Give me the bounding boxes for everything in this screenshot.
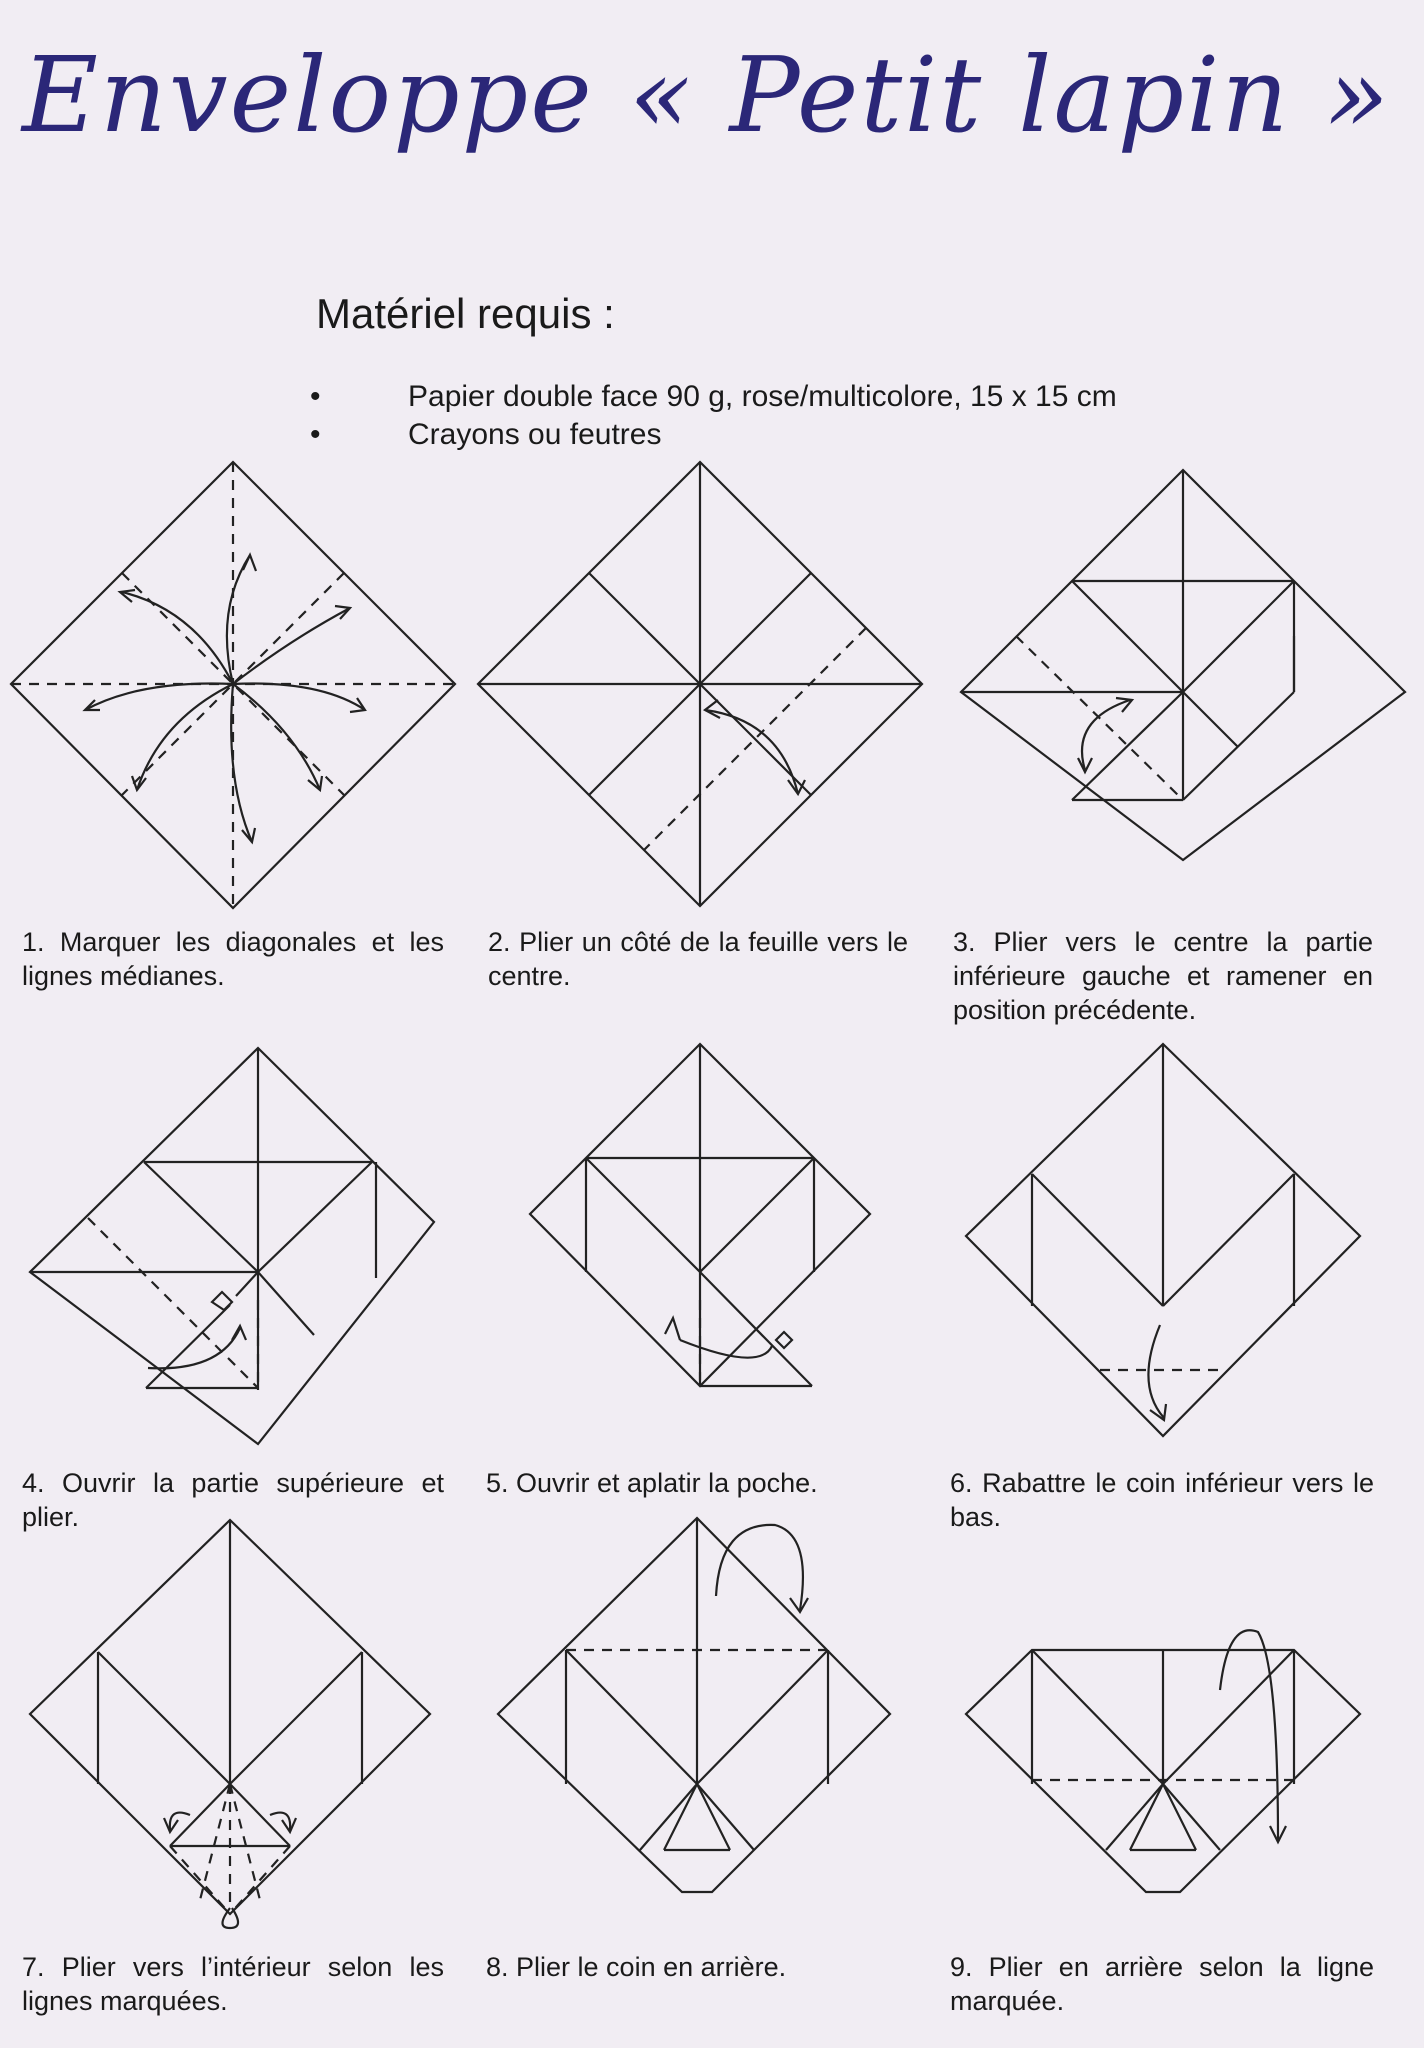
bullet-icon: • [310,418,321,451]
step-6-caption: 6. Rabattre le coin inférieur vers le bas. [950,1468,1374,1532]
step-4-caption: 4. Ouvrir la partie supérieure et plier. [22,1468,444,1532]
page-title-text: Enveloppe « Petit lapin » [22,34,1392,156]
bullet-icon: • [310,380,321,413]
step-7-caption: 7. Plier vers l’intérieur selon les lignes marquées. [22,1952,444,2016]
step-3-caption: 3. Plier vers le centre la partie inférieure gauche et ramener en position précédente. [953,927,1373,1025]
step-1-caption: 1. Marquer les diagonales et les lignes médianes. [22,927,444,991]
step-5-caption: 5. Ouvrir et aplatir la poche. [486,1468,818,1498]
step-9-caption: 9. Plier en arrière selon la ligne marquée. [950,1952,1374,2016]
step-8-caption: 8. Plier le coin en arrière. [486,1952,787,1982]
materials-heading: Matériel requis : [316,290,615,337]
materials-item-text: Papier double face 90 g, rose/multicolore, 15 x 15 cm [408,380,1117,413]
materials-item-text: Crayons ou feutres [408,418,662,451]
step-2-caption: 2. Plier un côté de la feuille vers le centre. [488,927,908,991]
